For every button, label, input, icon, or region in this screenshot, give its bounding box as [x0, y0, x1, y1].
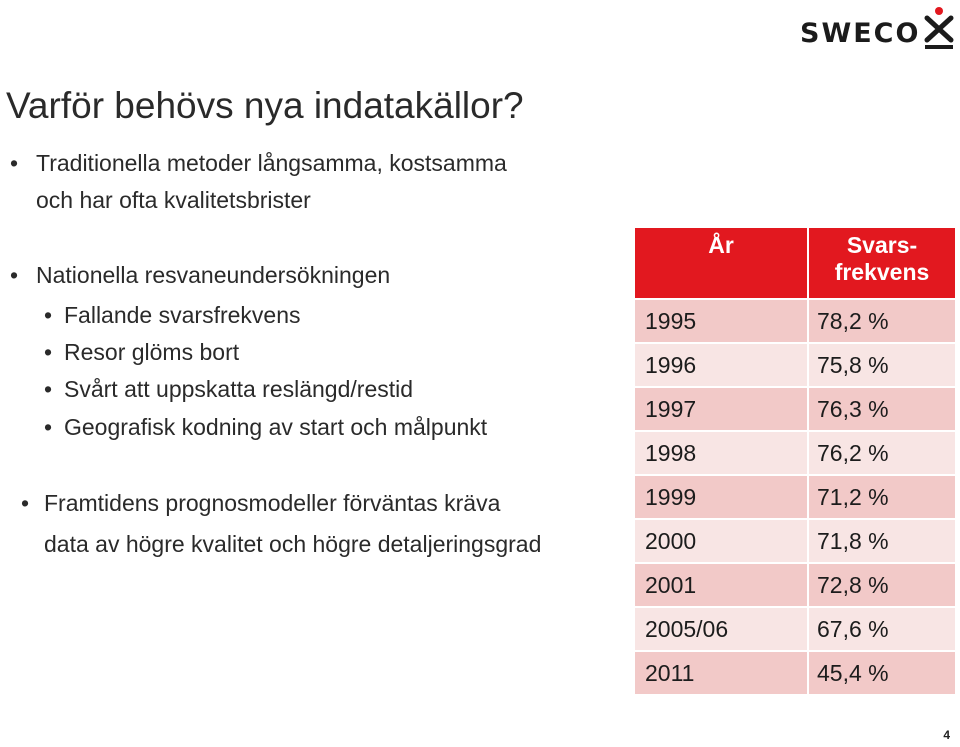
header-response-rate [809, 228, 955, 298]
bullet-dot: • [10, 150, 19, 176]
header-year: År [635, 228, 807, 298]
header-response-line2: frekvens [834, 259, 930, 285]
table-row [635, 344, 955, 386]
bullet-text: Svårt att uppskatta reslängd/restid [64, 376, 414, 402]
bullet-dot: • [44, 376, 53, 402]
table-row [635, 300, 955, 342]
bullet-text: Framtidens prognosmodeller förväntas kräva [44, 490, 501, 516]
bullet-dot: • [44, 339, 53, 365]
sweco-figure-icon [922, 6, 956, 50]
subbullet-trip-length [44, 371, 414, 408]
page-number: 4 [943, 728, 950, 742]
bullet-dot: • [10, 262, 19, 288]
rate-cell: 76,3 % [809, 388, 955, 430]
subbullet-geocoding [44, 409, 488, 446]
table-row [635, 388, 955, 430]
rate-cell: 71,8 % [809, 520, 955, 562]
bullet-traditional-methods [10, 145, 507, 182]
bullet-text: Geografisk kodning av start och målpunkt [64, 414, 488, 440]
table-row [635, 476, 955, 518]
bullet-future-models [21, 485, 501, 522]
response-rate-table [633, 226, 957, 696]
table-row [635, 520, 955, 562]
rate-cell: 78,2 % [809, 300, 955, 342]
subbullet-falling-response [44, 297, 301, 334]
year-cell: 1999 [635, 476, 807, 518]
logo-text: SWECO [800, 18, 921, 49]
slide-title: Varför behövs nya indatakällor? [6, 85, 524, 126]
table-row [635, 564, 955, 606]
rate-cell: 71,2 % [809, 476, 955, 518]
year-cell: 1997 [635, 388, 807, 430]
table-header-row [635, 228, 955, 298]
bullet-text: Traditionella metoder långsamma, kostsamma [36, 150, 507, 176]
bullet-text: Resor glöms bort [64, 339, 240, 365]
rate-cell: 76,2 % [809, 432, 955, 474]
rate-cell: 45,4 % [809, 652, 955, 694]
bullet-future-models-cont [44, 526, 541, 563]
subbullet-trips-forgotten [44, 334, 240, 371]
bullet-text: data av högre kvalitet och högre detaljeringsgrad [44, 531, 542, 557]
rate-cell: 67,6 % [809, 608, 955, 650]
bullet-text: Nationella resvaneundersökningen [36, 262, 391, 288]
rate-cell: 72,8 % [809, 564, 955, 606]
table-row [635, 652, 955, 694]
year-cell: 2011 [635, 652, 807, 694]
bullet-dot: • [21, 490, 30, 516]
bullet-traditional-methods-cont [36, 182, 311, 219]
table-row [635, 608, 955, 650]
sweco-logo [800, 6, 960, 50]
year-cell: 1995 [635, 300, 807, 342]
year-cell: 1998 [635, 432, 807, 474]
bullet-text: och har ofta kvalitetsbrister [36, 187, 311, 213]
table-row [635, 432, 955, 474]
bullet-dot: • [44, 302, 53, 328]
rate-cell: 75,8 % [809, 344, 955, 386]
year-cell: 2000 [635, 520, 807, 562]
bullet-text: Fallande svarsfrekvens [64, 302, 301, 328]
bullet-national-survey [10, 257, 391, 294]
year-cell: 2005/06 [635, 608, 807, 650]
year-cell: 2001 [635, 564, 807, 606]
year-cell: 1996 [635, 344, 807, 386]
bullet-dot: • [44, 414, 53, 440]
header-response-line1: Svars- [846, 232, 918, 258]
